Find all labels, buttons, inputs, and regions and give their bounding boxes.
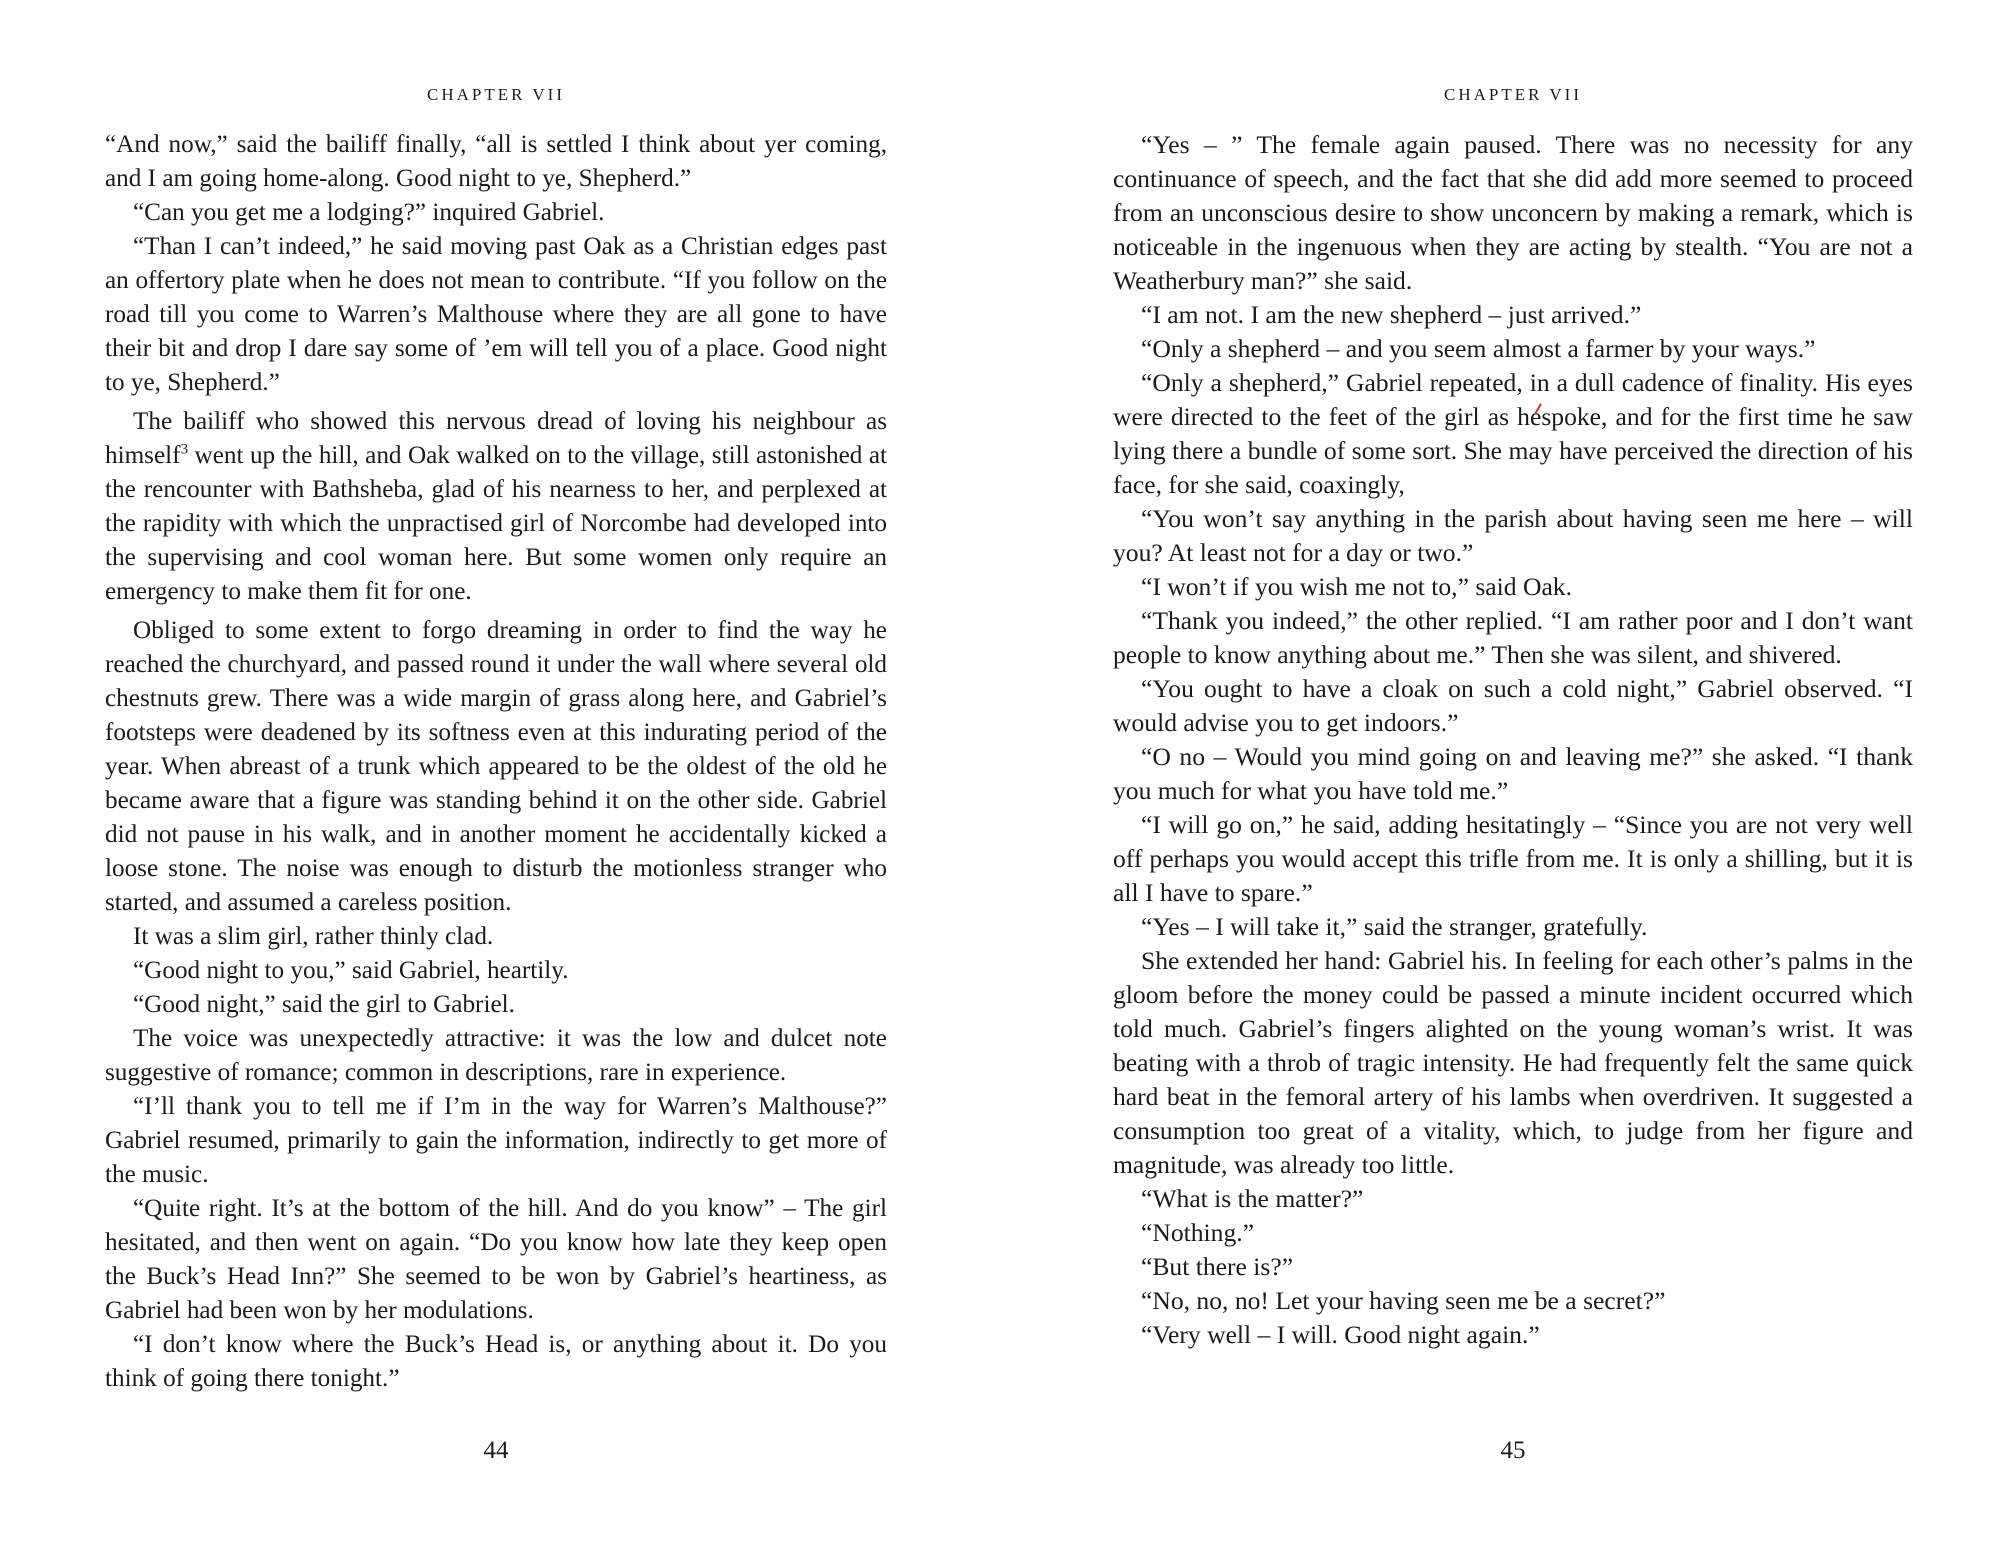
paragraph: “O no – Would you mind going on and leaving me?” she asked. “I thank you much for what you have told me.” <box>1113 742 1913 805</box>
paragraph: The voice was unexpectedly attractive: it was the low and dulcet note suggestive of romance; common in descriptions, rare in experience. <box>105 1025 887 1086</box>
paragraph: “Yes – I will take it,” said the stranger, gratefully. <box>1141 912 1648 941</box>
paragraph: “I don’t know where the Buck’s Head is, or anything about it. Do you think of going there tonight.” <box>105 1331 887 1392</box>
paragraph: “Nothing.” <box>1141 1218 1255 1247</box>
paragraph: “You ought to have a cloak on such a cold night,” Gabriel observed. “I would advise you to get indoors.” <box>1113 674 1913 737</box>
paragraph: “What is the matter?” <box>1141 1184 1364 1213</box>
paragraph: She extended her hand: Gabriel his. In feeling for each other’s palms in the gloom before the money could be passed a minute incident occurred which told much. Gabriel’s fingers alighted on the young woman’s wrist. It was beating with a throb of tragic intensity. He had frequently felt the same quick hard beat in the femoral artery of his lambs when overdriven. It suggested a consumption too great of a vitality, which, to judge from her figure and magnitude, was already too little. <box>1113 946 1913 1179</box>
paragraph: “Can you get me a lodging?” inquired Gabriel. <box>133 199 605 226</box>
left-page <box>105 0 887 1543</box>
paragraph: Obliged to some extent to forgo dreaming in order to find the way he reached the churchyard, and passed round it under the wall where several old chestnuts grew. There was a wide margin of grass along here, and Gabriel’s footsteps were deadened by its softness even at this indurating period of the year. When abreast of a trunk which appeared to be the oldest of the old he became aware that a figure was standing behind it on the other side. Gabriel did not pause in his walk, and in another moment he accidentally kicked a loose stone. The noise was enough to disturb the motionless stranger who started, and assumed a careless position. <box>105 617 887 916</box>
paragraph-text: went up the hill, and Oak walked on to the village, still astonished at the rencounter with Bathsheba, glad of his nearness to her, and perplexed at the rapidity with which the unpractised girl of Norcombe had developed into the supervising and cool woman here. But some women only require an emergency to make them fit for one. <box>105 442 888 605</box>
paragraph <box>105 405 887 609</box>
right-page <box>1113 0 1913 1543</box>
paragraph: “Quite right. It’s at the bottom of the hill. And do you know” – The girl hesitated, and then went on again. “Do you know how late they keep open the Buck’s Head Inn?” She seemed to be won by Gabriel’s heartiness, as Gabriel had been won by her modulations. <box>105 1195 887 1324</box>
paragraph: “I won’t if you wish me not to,” said Oak. <box>1141 572 1572 601</box>
paragraph-text: The bailiff who showed this nervous dread of loving his neighbour as himself <box>105 408 887 469</box>
paragraph: “And now,” said the bailiff finally, “all is settled I think about yer coming, and I am going home-along. Good night to ye, Shepherd.” <box>105 131 887 192</box>
paragraph-text: spoke, and for the first time he saw lying there a bundle of some sort. She may have perceived the direction of his face, for she said, coaxingly, <box>1113 402 1913 499</box>
body-text <box>105 128 887 1396</box>
paragraph <box>1113 366 1913 502</box>
paragraph: “Only a shepherd – and you seem almost a farmer by your ways.” <box>1141 334 1816 363</box>
running-head: CHAPTER VII <box>427 85 565 104</box>
page-number: 44 <box>483 1437 509 1464</box>
paragraph: “But there is?” <box>1141 1252 1294 1281</box>
paragraph: “Very well – I will. Good night again.” <box>1141 1320 1540 1349</box>
paragraph: “You won’t say anything in the parish about having seen me here – will you? At least not for a day or two.” <box>1113 504 1913 567</box>
paragraph: “Good night to you,” said Gabriel, heartily. <box>133 957 569 984</box>
footnote-marker[interactable]: 3 <box>180 441 189 458</box>
paragraph: “Yes – ” The female again paused. There was no necessity for any continuance of speech, and the fact that she did add more seemed to proceed from an unconscious desire to show unconcern by making a remark, which is noticeable in the ingenuous when they are acting by stealth. “You are not a Weatherbury man?” she said. <box>1113 130 1913 295</box>
paragraph: “Good night,” said the girl to Gabriel. <box>133 991 515 1018</box>
page-number: 45 <box>1500 1437 1526 1464</box>
paragraph: It was a slim girl, rather thinly clad. <box>133 923 494 950</box>
paragraph: “Thank you indeed,” the other replied. “I am rather poor and I don’t want people to know anything about me.” Then she was silent, and shivered. <box>1113 606 1913 669</box>
paragraph: “I am not. I am the new shepherd – just arrived.” <box>1141 300 1642 329</box>
paragraph: “Than I can’t indeed,” he said moving past Oak as a Christian edges past an offertory plate when he does not mean to contribute. “If you follow on the road till you come to Warren’s Malthouse where they are all gone to have their bit and drop I dare say some of ’em will tell you of a place. Good night to ye, Shepherd.” <box>105 233 887 396</box>
paragraph-text: “Only a shepherd,” Gabriel repeated, in a dull cadence of finality. His eyes were directed to the feet of the girl as he <box>1113 368 1913 431</box>
paragraph: “I will go on,” he said, adding hesitatingly – “Since you are not very well off perhaps you would accept this trifle from me. It is only a shilling, but it is all I have to spare.” <box>1113 810 1913 907</box>
paragraph: “No, no, no! Let your having seen me be a secret?” <box>1141 1286 1666 1315</box>
body-text <box>1113 128 1913 1352</box>
running-head: CHAPTER VII <box>1444 85 1582 104</box>
paragraph: “I’ll thank you to tell me if I’m in the way for Warren’s Malthouse?” Gabriel resumed, primarily to gain the information, indirectly to get more of the music. <box>105 1093 887 1188</box>
